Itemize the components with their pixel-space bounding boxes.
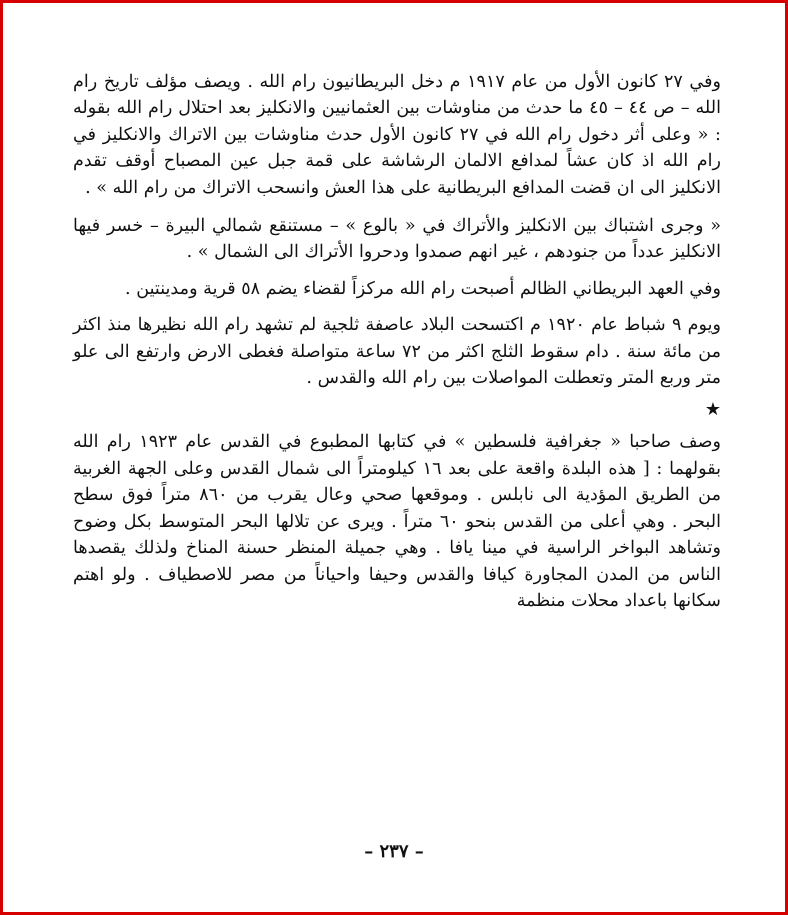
paragraph-district-center: وفي العهد البريطاني الظالم أصبحت رام الله مركزاً لقضاء يضم ٥٨ قرية ومدينتين . — [125, 278, 721, 299]
separator-star-icon: ★ — [704, 399, 721, 421]
paragraph-geography-description: وصف صاحبا « جغرافية فلسطين » في كتابها المطبوع في القدس عام ١٩٢٣ رام الله بقولهما : [ هذه البلدة واقعة على بعد ١٦ كيلومتراً الى شمال القدس وعلى الجهة الغربية من الطريق المؤدية الى نابلس . وموقعها صحي وعال يقرب من ٨٦٠ متراً فوق سطح البحر . وهي أعلى من القدس بنحو ٦٠ متراً . ويرى عن تلالها البحر المتوسط بكل وضوح وتشاهد البواخر الراسية في مينا يافا . وهي جميلة المنظر حسنة المناخ ولذلك يقصدها الناس من المدن المجاورة كيافا والقدس وحيفا واحياناً من مصر للاصطياف . ولو اهتم سكانها باعداد محلات منظمة — [73, 432, 722, 611]
paragraph-baloua-clash: « وجرى اشتباك بين الانكليز والأتراك في « بالوع » – مستنقع شمالي البيرة – خسر فيها الانكليز عدداً من جنودهم ، غير انهم صمدوا ودحروا الأتراك الى الشمال » . — [73, 216, 721, 263]
document-body — [73, 69, 721, 614]
paragraph-british-entry: وفي ٢٧ كانون الأول من عام ١٩١٧ م دخل البريطانيون رام الله . ويصف مؤلف تاريخ رام الله – ص ٤٤ – ٤٥ ما حدث من مناوشات بين العثمانيين والانكليز بعد احتلال رام الله بقوله : « وعلى أثر دخول رام الله في ٢٧ كانون الأول حدث مناوشات بين الاتراك والانكليز في رام الله اذ كان عشاً لمدافع الالمان الرشاشة على قمة جبل عين المصباح أوقف تقدم الانكليز الى ان قضت المدافع البريطانية على هذا العش وانسحب الاتراك من رام الله » . — [73, 72, 721, 198]
page-number: – ٢٣٧ – — [364, 841, 424, 862]
paragraph-snowstorm: ويوم ٩ شباط عام ١٩٢٠ م اكتسحت البلاد عاصفة ثلجية لم تشهد رام الله نظيرها منذ اكثر من مائة سنة . دام سقوط الثلج اكثر من ٧٢ ساعة متواصلة فغطى الارض وارتفع الى علو متر وربع المتر وتعطلت المواصلات بين رام الله والقدس . — [73, 315, 722, 389]
